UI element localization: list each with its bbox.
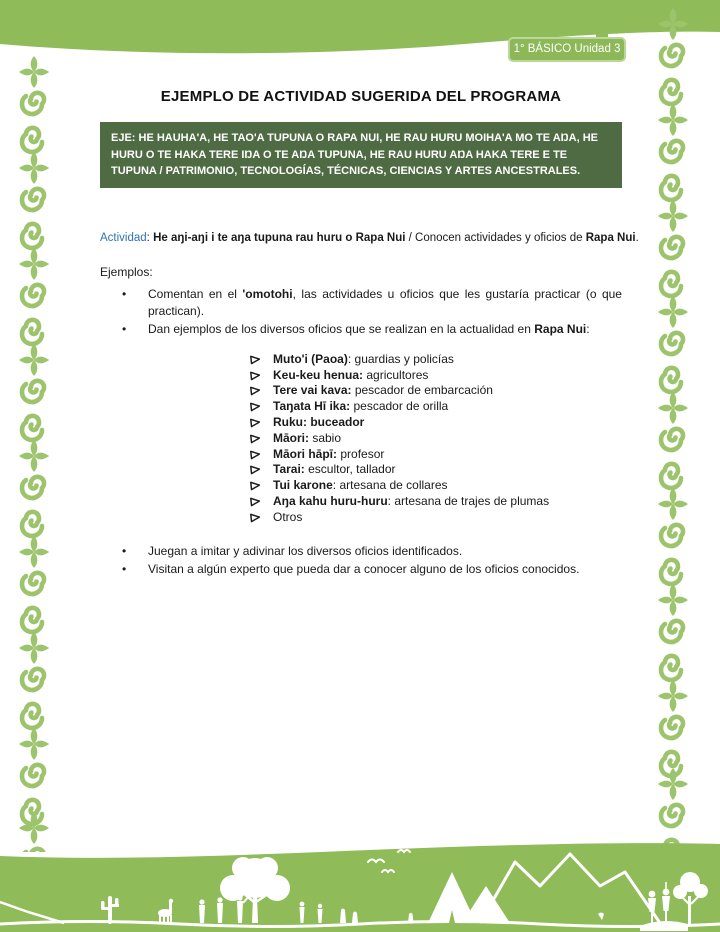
bullet-icon: • [122, 543, 127, 558]
text-segment: Rapa Nui [585, 231, 636, 244]
document-body [100, 88, 639, 580]
occupation-item [250, 494, 622, 510]
occupation-item [250, 383, 622, 399]
examples-bullet-list [100, 286, 622, 339]
text-segment: Tere vai kava: [273, 383, 352, 398]
activity-line [100, 231, 639, 244]
list-item [100, 286, 622, 321]
text-segment: profesor [337, 446, 385, 461]
text-segment: Otros [273, 509, 303, 524]
occupation-item [250, 415, 622, 431]
bullet-icon: • [122, 286, 127, 301]
closing-bullet-list [100, 543, 622, 579]
text-segment: sabio [309, 430, 342, 445]
left-border-koru-pattern-icon [19, 56, 51, 852]
list-item [100, 561, 622, 578]
text-segment: Taŋata Hī ika: [273, 399, 351, 414]
text-segment: Juegan a imitar y adivinar los diversos oficios identificados. [148, 543, 463, 558]
list-item [100, 543, 622, 560]
unit-badge: 1° BÁSICO Unidad 3 [508, 37, 626, 62]
bullet-icon: • [122, 322, 127, 337]
text-segment: Muto'i (Paoa) [273, 351, 348, 366]
text-segment: Tarai: [273, 462, 305, 477]
text-segment: / Conocen actividades y oficios de [405, 231, 586, 244]
text-segment: Tui karone [273, 478, 333, 493]
occupation-item [250, 399, 622, 415]
text-segment: Ruku: buceador [273, 414, 365, 429]
examples-label: Ejemplos: [100, 264, 153, 279]
occupation-item [250, 368, 622, 384]
occupation-item [250, 447, 622, 463]
text-segment: escultor, tallador [304, 462, 396, 477]
text-segment: He aŋi-aŋi i te aŋa tupuna rau huru o Rapa Nui [153, 231, 406, 244]
occupation-item [250, 352, 622, 368]
bottom-landscape-silhouette-icon [0, 840, 720, 932]
text-segment: pescador de orilla [350, 399, 449, 414]
text-segment: : [146, 231, 154, 244]
occupation-item [250, 478, 622, 494]
arrow-bullet-icon [249, 511, 262, 528]
text-segment: . [635, 231, 639, 244]
bullet-icon: • [122, 562, 127, 577]
text-segment: Dan ejemplos de los diversos oficios que se realizan en la actualidad en [148, 322, 535, 337]
text-segment: agricultores [363, 367, 429, 382]
text-segment: : artesana de trajes de plumas [387, 494, 550, 509]
occupation-item [250, 510, 622, 526]
page-title: EJEMPLO DE ACTIVIDAD SUGERIDA DEL PROGRAMA [160, 88, 562, 105]
text-segment: : artesana de collares [332, 478, 448, 493]
text-segment: Māori hāpī: [273, 446, 338, 461]
text-segment: , las actividades u oficios que les gustaría practicar (o que practican). [148, 286, 622, 318]
occupation-item [250, 462, 622, 478]
occupation-item [250, 431, 622, 447]
text-segment: 'omotohi [242, 286, 293, 301]
eje-axis-box: EJE: HE HAUHA'A, HE TAO'A TUPUNA O RAPA NUI, HE RAU HURU MOIHA'A MO TE AŊA, HE HURU O TE HAKA TERE IŊA O TE AŊA TUPUNA, HE RAU HURU AŊA HAKA TERE E TE TUPUNA / PATRIMONIO, TECNOLOGÍAS, TÉCNICAS, CIENCIAS Y ARTES ANCESTRALES. [100, 122, 622, 188]
text-segment: Rapa Nui [534, 322, 587, 337]
text-segment: pescador de embarcación [351, 383, 493, 398]
text-segment: : guardias y policías [347, 351, 454, 366]
text-segment: Visitan a algún experto que pueda dar a conocer alguno de los oficios conocidos. [148, 562, 580, 577]
occupations-list [250, 352, 622, 526]
text-segment: Comentan en el [148, 286, 243, 301]
text-segment: Aŋa kahu huru-huru [273, 494, 388, 509]
text-segment: Māori: [273, 430, 309, 445]
text-segment: Actividad [100, 231, 147, 244]
text-segment: : [586, 322, 590, 337]
right-border-koru-pattern-icon [658, 8, 690, 852]
text-segment: Keu-keu henua: [273, 367, 364, 382]
list-item [100, 321, 622, 338]
